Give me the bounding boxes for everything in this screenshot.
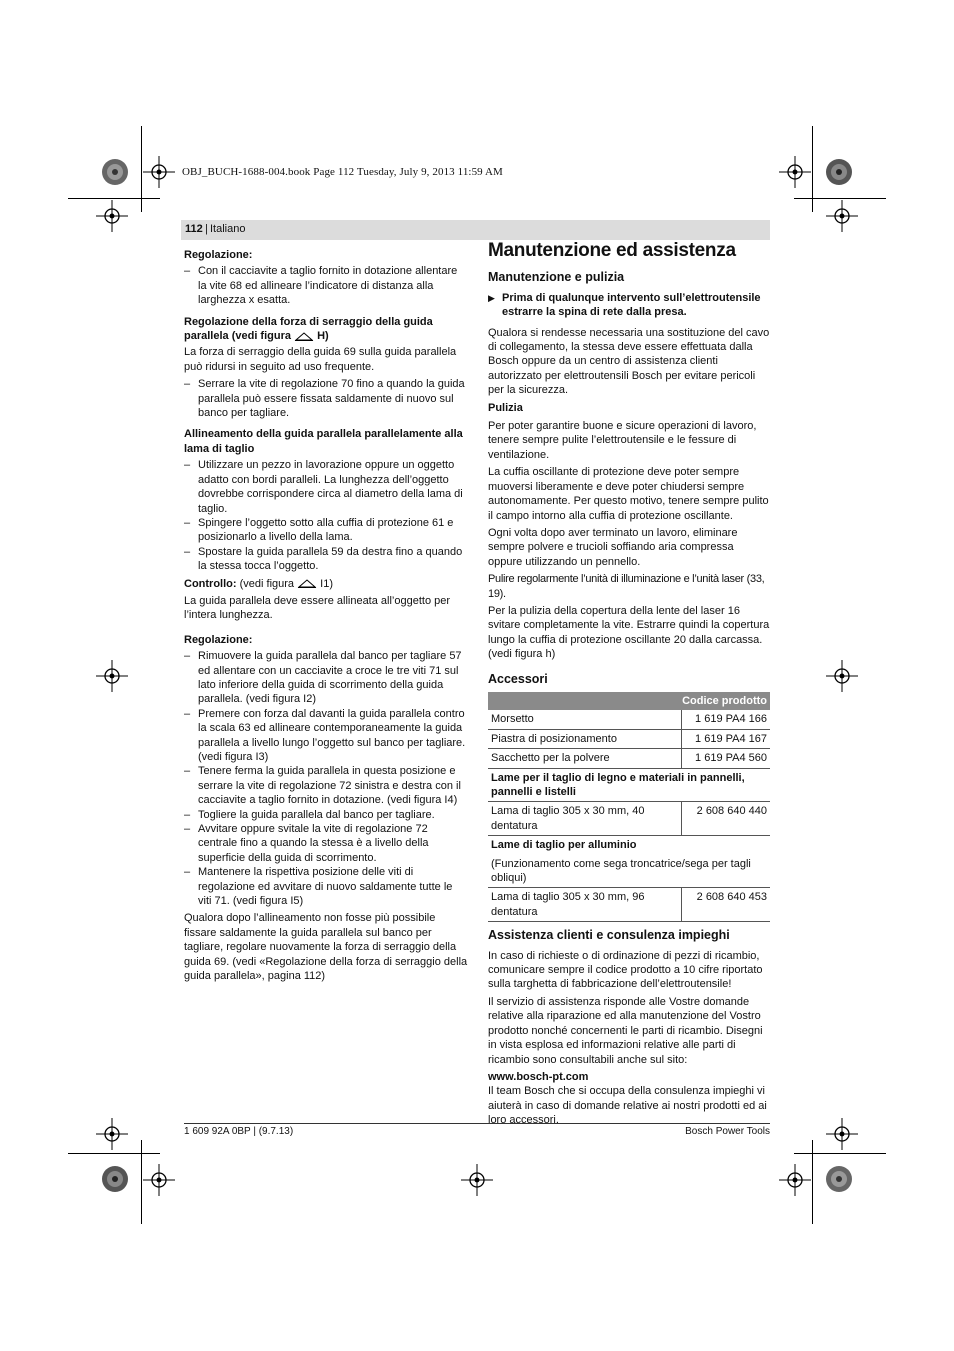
accessories-table — [488, 692, 770, 922]
table-header: Codice prodotto — [488, 692, 770, 710]
left-column — [184, 248, 468, 987]
control-body: La guida parallela deve essere allineata all’oggetto per l’intera lunghezza. — [184, 594, 451, 622]
footer-brand: Bosch Power Tools — [685, 1126, 770, 1137]
crosshair-mark-upper-left — [96, 200, 128, 232]
page-header — [181, 220, 770, 240]
crop-line — [141, 126, 142, 212]
header-separator: | — [205, 223, 208, 235]
warning-item: ▶ Prima di qualunque intervento sull’elettroutensile estrarre la spina di rete dalla presa. — [488, 291, 761, 319]
list-item: – Tenere ferma la guida parallela in questa posizione e serrare la vite di regolazione 72 sinistra e destra con il cacciavite a taglio fornito in dotazione. (vedi figura I4) — [184, 765, 461, 807]
list-item: – Spostare la guida parallela 59 da destra fino a quando la stessa tocca l’oggetto. — [184, 545, 463, 573]
crosshair-mark-top-right — [779, 156, 811, 188]
crosshair-mark-bottom-right — [779, 1164, 811, 1196]
cleaning-paragraph: Pulire regolarmente l’unità di illuminazione e l’unità laser (33, 19). — [488, 573, 765, 600]
crop-line — [141, 1140, 142, 1224]
list-item: – Spingere l’oggetto sotto alla cuffia di protezione 61 e posizionarlo a livello della lama. — [184, 516, 454, 544]
service-paragraph: Il team Bosch che si occupa della consulenza impieghi vi aiuterà in caso di domande relative ai nostri prodotti ed ai loro accessori. — [488, 1085, 767, 1127]
list-item: – Mantenere la rispettiva posizione delle viti di regolazione ed avvitare di nuovo saldamente tutte le viti 71. (vedi figura I5) — [184, 866, 453, 908]
crosshair-mark-lower-right — [826, 1118, 858, 1150]
figure-icon — [294, 332, 314, 341]
cleaning-paragraph: Per la pulizia della copertura della lente del laser 16 svitare completamente la vite. Estrarre quindi la copertura lungo la cuffia di protezione oscillante 20 dalla carcassa. (vedi figura h) — [488, 604, 770, 661]
footer-code: 1 609 92A 0BP | (9.7.13) — [184, 1126, 294, 1137]
page-number: 112 — [185, 223, 203, 235]
registration-mark-top-right — [824, 157, 854, 187]
crop-line — [794, 198, 886, 199]
registration-mark-bottom-left — [100, 1164, 130, 1194]
right-column — [488, 240, 770, 1131]
table-group-row: Lame di taglio per alluminio — [491, 839, 637, 852]
crop-line — [68, 1153, 160, 1154]
section-title: Manutenzione ed assistenza — [488, 240, 736, 261]
force-heading: Regolazione della forza di serraggio della guida parallela (vedi figura H) — [184, 315, 433, 343]
table-note-row: (Funzionamento come sega troncatrice/sega per tagli obliqui) — [488, 855, 770, 888]
table-row: Lama di taglio 305 x 30 mm, 40 dentatura 2 608 640 440 — [488, 802, 770, 836]
crosshair-mark-upper-right — [826, 200, 858, 232]
crosshair-mark-lower-left — [96, 1118, 128, 1150]
table-row: Sacchetto per la polvere 1 619 PA4 560 — [488, 749, 770, 768]
table-row: Piastra di posizionamento 1 619 PA4 167 — [488, 729, 770, 748]
align-heading: Allineamento della guida parallela parallelamente alla lama di taglio — [184, 428, 463, 455]
list-item: – Togliere la guida parallela dal banco per tagliare. — [184, 808, 435, 821]
list-item: – Premere con forza dal davanti la guida parallela contro la scala 63 ed allineare contemporaneamente la guida parallela a livello lungo l’oggetto sul banco per tagliare. (vedi figura I3) — [184, 707, 466, 763]
list-item: – Avvitare oppure svitale la vite di regolazione 72 centrale fino a quando la stessa è a livello della superficie della guida di scorrimento. — [184, 823, 429, 864]
accessories-heading: Accessori — [488, 671, 548, 686]
service-heading: Assistenza clienti e consulenza impieghi — [488, 928, 730, 943]
table-group-row: Lame per il taglio di legno e materiali in pannelli, pannelli e listelli — [488, 768, 770, 802]
cleaning-paragraph: Per poter garantire buone e sicure operazioni di lavoro, tenere sempre pulite l’elettroutensile e le fessure di ventilazione. — [488, 420, 757, 461]
regolazione-heading-2: Regolazione: — [184, 633, 253, 646]
crosshair-mark-bottom-center — [461, 1164, 493, 1196]
crosshair-mark-top-left — [143, 156, 175, 188]
maintenance-heading: Manutenzione e pulizia — [488, 270, 625, 285]
registration-mark-bottom-right — [824, 1164, 854, 1194]
list-item: – Utilizzare un pezzo in lavorazione oppure un oggetto adatto con bordi paralleli. La lunghezza dell’oggetto dovrebbe corrispondere circa al diametro della lama di taglio. — [184, 459, 463, 515]
cleaning-paragraph: Ogni volta dopo aver terminato un lavoro, eliminare sempre polvere e trucioli soffiando aria compressa oppure utilizzando un pennello. — [488, 526, 738, 568]
control-line: Controllo: (vedi figura I1) — [184, 577, 333, 590]
footer-rule — [184, 1123, 770, 1124]
list-item: – Serrare la vite di regolazione 70 fino a quando la guida parallela può essere fissata saldamente di nuovo sul banco per tagliare. — [184, 378, 465, 420]
force-intro: La forza di serraggio della guida 69 sulla guida parallela può ridursi in seguito ad uso frequente. — [184, 346, 457, 373]
file-slug: OBJ_BUCH-1688-004.book Page 112 Tuesday, July 9, 2013 11:59 AM — [182, 166, 503, 178]
registration-mark-top-left — [100, 157, 130, 187]
cleaning-heading: Pulizia — [488, 401, 523, 414]
arrow-icon: ▶ — [488, 292, 495, 303]
crop-line — [794, 1153, 886, 1154]
crosshair-mark-mid-right — [826, 660, 858, 692]
list-item: – Con il cacciavite a taglio fornito in dotazione allentare la vite 68 ed allineare l’indicatore di distanza alla larghezza x esatta. — [184, 265, 458, 307]
maintenance-paragraph: Qualora si rendesse necessaria una sostituzione del cavo di collegamento, la stessa deve essere effettuata dalla Bosch oppure da un centro di assistenza clienti autorizzato per elettroutensili Bosch per evitare pericoli per la sicurezza. — [488, 326, 770, 397]
table-row: Lama di taglio 305 x 30 mm, 96 dentatura 2 608 640 453 — [488, 888, 770, 922]
service-paragraph: Il servizio di assistenza risponde alle Vostre domande relative alla riparazione ed alla manutenzione del Vostro prodotto nonché concernenti le parti di ricambio. Disegni in vista esplosa ed informazioni relative alle parti di ricambio sono consultabili anche sul sito: — [488, 995, 763, 1066]
service-paragraph: In caso di richieste o di ordinazione di pezzi di ricambio, comunicare sempre il codice prodotto a 10 cifre riportato sulla targhetta di fabbricazione dell’elettroutensile! — [488, 949, 763, 991]
figure-icon — [297, 579, 317, 588]
closing-paragraph: Qualora dopo l’allineamento non fosse più possibile fissare saldamente la guida parallela sul banco per tagliare, regolare nuovamente la forza di serraggio della guida 69. (vedi «Regolazione della forza di serraggio della guida parallela», pagina 112) — [184, 912, 468, 983]
crop-line — [68, 198, 160, 199]
service-url[interactable]: www.bosch-pt.com — [488, 1070, 589, 1083]
crop-line — [812, 1140, 813, 1224]
crosshair-mark-bottom-left — [143, 1164, 175, 1196]
crop-line — [812, 126, 813, 212]
table-row: Morsetto 1 619 PA4 166 — [488, 710, 770, 729]
cleaning-paragraph: La cuffia oscillante di protezione deve poter sempre muoversi liberamente e deve poter chiudersi sempre autonomamente. Per questo motivo, tenere sempre pulito il campo intorno alla cuffia di protezione oscillante. — [488, 466, 769, 522]
language-label: Italiano — [210, 223, 246, 235]
regolazione-heading: Regolazione: — [184, 249, 253, 261]
crosshair-mark-mid-left — [96, 660, 128, 692]
list-item: – Rimuovere la guida parallela dal banco per tagliare 57 ed allentare con un cacciavite a croce le tre viti 71 sul lato inferiore della guida di scorrimento della guida parallela. (vedi figura I2) — [184, 650, 462, 706]
